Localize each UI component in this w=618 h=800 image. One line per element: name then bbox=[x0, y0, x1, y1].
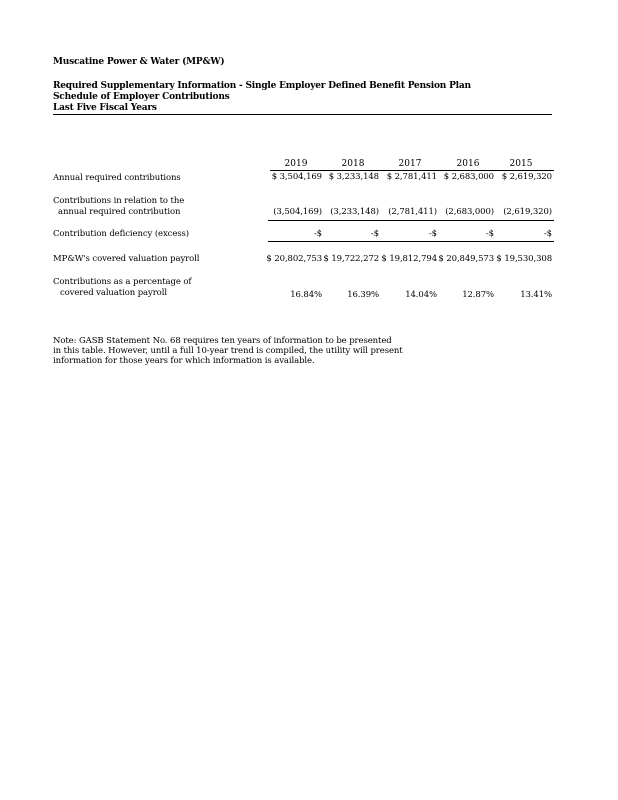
footnote-line-2: in this table. However, until a full 10-year trend is compiled, the utility will present bbox=[53, 346, 403, 356]
year-header-2018: 2018 bbox=[341, 159, 365, 169]
table-cell: $ 19,812,794 bbox=[381, 254, 437, 264]
year-header-2019: 2019 bbox=[284, 159, 308, 169]
table-cell: $ 20,849,573 bbox=[438, 254, 494, 264]
year-header-2015: 2015 bbox=[509, 159, 533, 169]
table-cell: 14.04% bbox=[405, 290, 437, 300]
table-cell: $ 19,722,272 bbox=[323, 254, 379, 264]
table-cell: (3,233,148) bbox=[330, 207, 379, 217]
row-label-deficiency: Contribution deficiency (excess) bbox=[53, 229, 189, 239]
table-cell: 16.39% bbox=[347, 290, 379, 300]
table-cell: 16.84% bbox=[290, 290, 322, 300]
table-cell: -$ bbox=[370, 229, 379, 239]
table-cell: -$ bbox=[428, 229, 437, 239]
table-cell: $ 2,683,000 bbox=[443, 172, 494, 182]
table-cell: $ 20,802,753 bbox=[266, 254, 322, 264]
table-cell: $ 19,530,308 bbox=[496, 254, 552, 264]
header-divider bbox=[53, 114, 552, 115]
row-label-contributions-relation-2: annual required contribution bbox=[58, 207, 181, 217]
year-header-underline bbox=[270, 170, 554, 171]
table-cell: (2,619,320) bbox=[503, 207, 552, 217]
table-cell: $ 2,619,320 bbox=[501, 172, 552, 182]
row-label-percentage-2: covered valuation payroll bbox=[60, 288, 167, 298]
table-cell: $ 3,233,148 bbox=[328, 172, 379, 182]
year-header-2017: 2017 bbox=[398, 159, 422, 169]
period-label: Last Five Fiscal Years bbox=[53, 103, 157, 113]
footnote-line-3: information for those years for which information is available. bbox=[53, 356, 315, 366]
table-cell: (2,683,000) bbox=[445, 207, 494, 217]
table-cell: (3,504,169) bbox=[273, 207, 322, 217]
table-cell: -$ bbox=[313, 229, 322, 239]
table-cell: 12.87% bbox=[462, 290, 494, 300]
table-cell: (2,781,411) bbox=[388, 207, 437, 217]
organization-name: Muscatine Power & Water (MP&W) bbox=[53, 57, 225, 67]
year-header-2016: 2016 bbox=[456, 159, 480, 169]
table-cell: -$ bbox=[485, 229, 494, 239]
table-cell: $ 2,781,411 bbox=[386, 172, 437, 182]
row-label-contributions-relation-1: Contributions in relation to the bbox=[53, 196, 185, 206]
footnote-line-1: Note: GASB Statement No. 68 requires ten years of information to be presented bbox=[53, 336, 392, 346]
relation-underline bbox=[268, 220, 554, 221]
table-cell: $ 3,504,169 bbox=[271, 172, 322, 182]
row-label-annual-required: Annual required contributions bbox=[53, 173, 181, 183]
row-label-percentage-1: Contributions as a percentage of bbox=[53, 277, 192, 287]
row-label-covered-payroll: MP&W's covered valuation payroll bbox=[53, 254, 200, 264]
schedule-title: Schedule of Employer Contributions bbox=[53, 92, 230, 102]
table-cell: -$ bbox=[543, 229, 552, 239]
table-cell: 13.41% bbox=[520, 290, 552, 300]
deficiency-underline bbox=[268, 241, 554, 242]
report-title: Required Supplementary Information - Single Employer Defined Benefit Pension Plan bbox=[53, 81, 471, 91]
footnote bbox=[53, 336, 403, 366]
